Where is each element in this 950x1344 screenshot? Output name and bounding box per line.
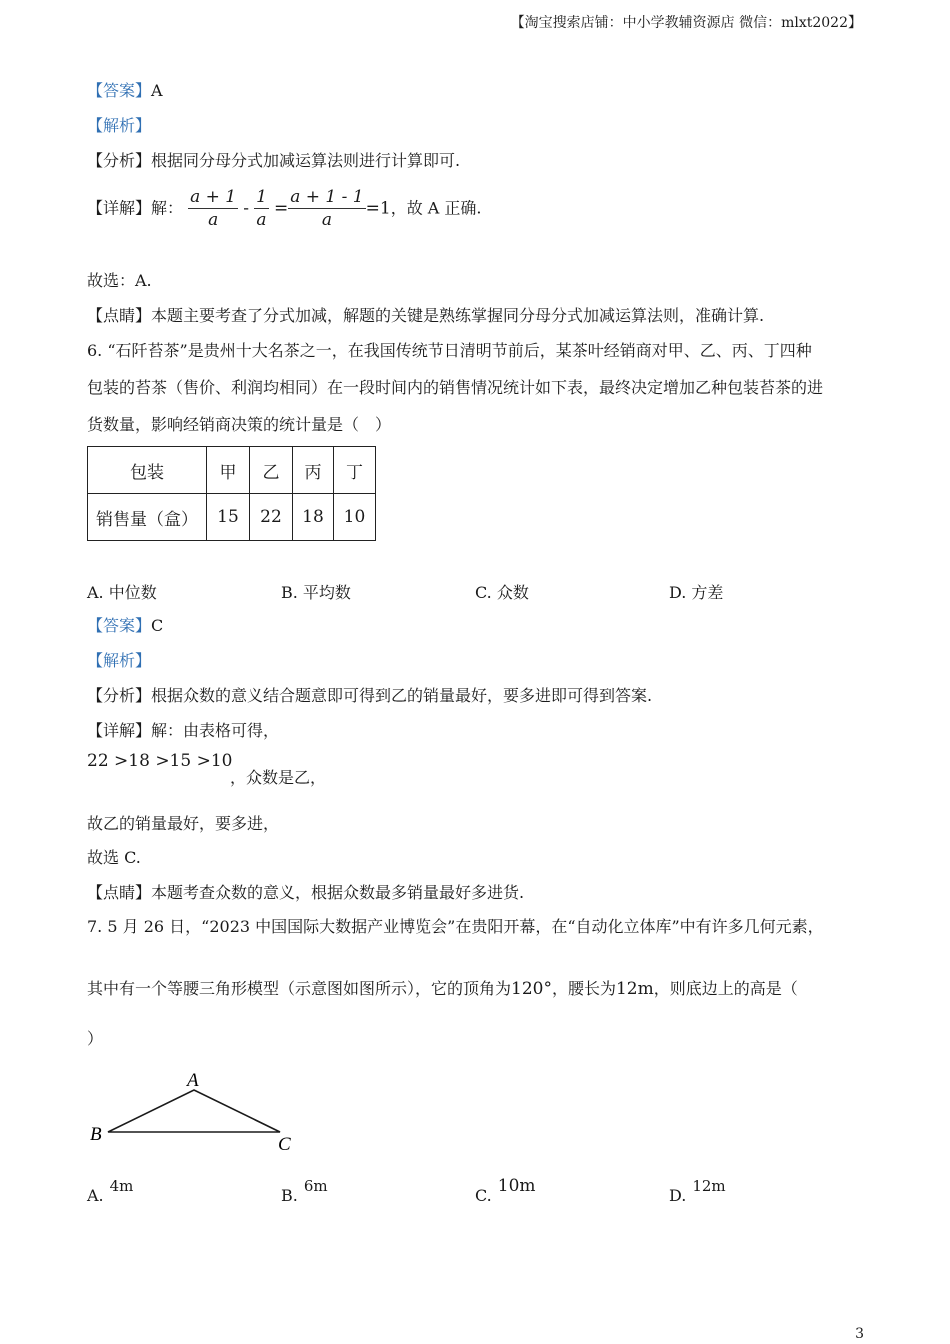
comment-text: 本题主要考查了分式加减，解题的关键是熟练掌握同分母分式加减运算法则，准确计算.: [151, 306, 765, 325]
stem-text: ，腰长为: [551, 979, 616, 998]
comment-tag: 【点睛】: [87, 306, 152, 325]
fenxi-text: 根据同分母分式加减运算法则进行计算即可.: [151, 151, 461, 170]
equals-sign: =: [274, 198, 289, 219]
q6-detail: [87, 720, 279, 742]
table-cell: 18: [293, 494, 334, 541]
q7-stem-line3: ）: [87, 1029, 104, 1048]
q6-option-a: A. 中位数: [87, 583, 157, 602]
option-value: 12m: [692, 1177, 726, 1195]
option-letter: D.: [669, 1186, 687, 1205]
option-value: 10m: [497, 1176, 536, 1196]
q6-answer-line: [87, 615, 163, 637]
option-letter: C.: [475, 1186, 492, 1205]
fenxi-text: 根据众数的意义结合题意即可得到乙的销量最好，要多进即可得到答案.: [151, 686, 653, 705]
q6-option-d: D. 方差: [669, 583, 724, 602]
answer-value: C: [151, 616, 164, 635]
q5-detail: [87, 184, 482, 233]
minus-sign: -: [243, 198, 249, 219]
q7-option-b: [281, 1177, 328, 1205]
fraction-2: [254, 186, 269, 231]
fraction-denominator: a: [256, 210, 267, 230]
q7-option-d: [669, 1177, 726, 1205]
fraction-denominator: a: [208, 210, 219, 230]
fraction-numerator: 1: [256, 187, 267, 207]
detail-text: 解：由表格可得，: [151, 721, 280, 740]
q6-choose: 故选 C.: [87, 848, 141, 867]
comment-text: 本题考查众数的意义，根据众数最多销量最好多进货.: [151, 883, 525, 902]
stem-text: ，则底边上的高是（: [653, 979, 798, 998]
detail-prefix: 解：: [151, 198, 184, 218]
stem-text: 其中有一个等腰三角形模型（示意图如图所示），它的顶角为: [87, 979, 512, 998]
triangle-shape: [108, 1090, 280, 1132]
q6-fenxi: [87, 685, 652, 707]
q6-stem-line1: 6. “石阡苔茶”是贵州十大名茶之一，在我国传统节日清明节前后，某茶叶经销商对甲、乙、丙、丁四种: [87, 341, 812, 360]
vertex-label-a: A: [187, 1070, 199, 1091]
q7-option-c: [475, 1176, 536, 1206]
table-header-row: [88, 447, 376, 494]
vertex-label-c: C: [278, 1134, 291, 1155]
fenxi-tag: 【分析】: [87, 686, 152, 705]
q6-stem-line3: 货数量，影响经销商决策的统计量是（ ）: [87, 415, 392, 434]
q5-comment: [87, 305, 764, 327]
leg-length: 12m: [615, 979, 654, 999]
fraction-numerator: a + 1: [190, 187, 237, 207]
q5-answer-line: [87, 80, 163, 102]
table-cell: 包装: [88, 447, 207, 494]
q5-fenxi: [87, 150, 460, 172]
q6-option-b: B. 平均数: [281, 583, 351, 602]
q7-option-a: [87, 1177, 134, 1205]
fraction-1: [188, 186, 238, 231]
apex-angle: 120°: [511, 979, 552, 999]
table-cell: 10: [334, 494, 376, 541]
triangle-figure: [84, 1066, 314, 1158]
q6-comment: [87, 882, 524, 904]
comment-tag: 【点睛】: [87, 883, 152, 902]
q6-option-c: C. 众数: [475, 583, 529, 602]
vertex-label-b: B: [90, 1124, 102, 1145]
table-row: [88, 494, 376, 541]
equals-one: =1: [365, 198, 391, 219]
q7-stem-line1: 7. 5 月 26 日，“2023 中国国际大数据产业博览会”在贵阳开幕，在“自动化立体库”中有许多几何元素，: [87, 917, 824, 936]
table-cell: 15: [207, 494, 250, 541]
fraction-3: [288, 186, 365, 231]
answer-tag: 【答案】: [87, 81, 152, 100]
detail-tag: 【详解】: [87, 198, 152, 218]
option-value: 4m: [109, 1177, 134, 1195]
option-letter: B.: [281, 1186, 298, 1205]
sales-table: [87, 446, 376, 541]
table-cell: 销售量（盒）: [88, 494, 207, 541]
table-cell: 丁: [334, 447, 376, 494]
q6-conclusion: 故乙的销量最好，要多进，: [87, 814, 280, 833]
q6-inequality: 22 >18 >15 >10: [87, 751, 233, 771]
option-letter: A.: [87, 1186, 104, 1205]
answer-tag: 【答案】: [87, 616, 152, 635]
table-cell: 22: [250, 494, 293, 541]
detail-suffix: ，故 A 正确.: [390, 198, 482, 218]
analysis-tag: 【解析】: [87, 116, 152, 135]
option-value: 6m: [303, 1177, 328, 1195]
detail-tag: 【详解】: [87, 721, 152, 740]
fraction-numerator: a + 1 - 1: [290, 187, 364, 207]
analysis-tag: 【解析】: [87, 651, 152, 670]
table-cell: 甲: [207, 447, 250, 494]
fraction-denominator: a: [321, 210, 332, 230]
q6-stem-line2: 包装的苔茶（售价、利润均相同）在一段时间内的销售情况统计如下表，最终决定增加乙种包装苔茶的进: [87, 378, 824, 397]
table-cell: 丙: [293, 447, 334, 494]
q7-stem-line2: [87, 978, 798, 1000]
q6-inequality-suffix: ，众数是乙，: [230, 768, 327, 787]
page-header: 【淘宝搜索店铺：中小学教辅资源店 微信：mlxt2022】: [510, 15, 862, 31]
table-cell: 乙: [250, 447, 293, 494]
fenxi-tag: 【分析】: [87, 151, 152, 170]
answer-value: A: [151, 81, 163, 100]
page-number: 3: [855, 1326, 864, 1342]
q5-choose: 故选：A.: [87, 271, 152, 290]
